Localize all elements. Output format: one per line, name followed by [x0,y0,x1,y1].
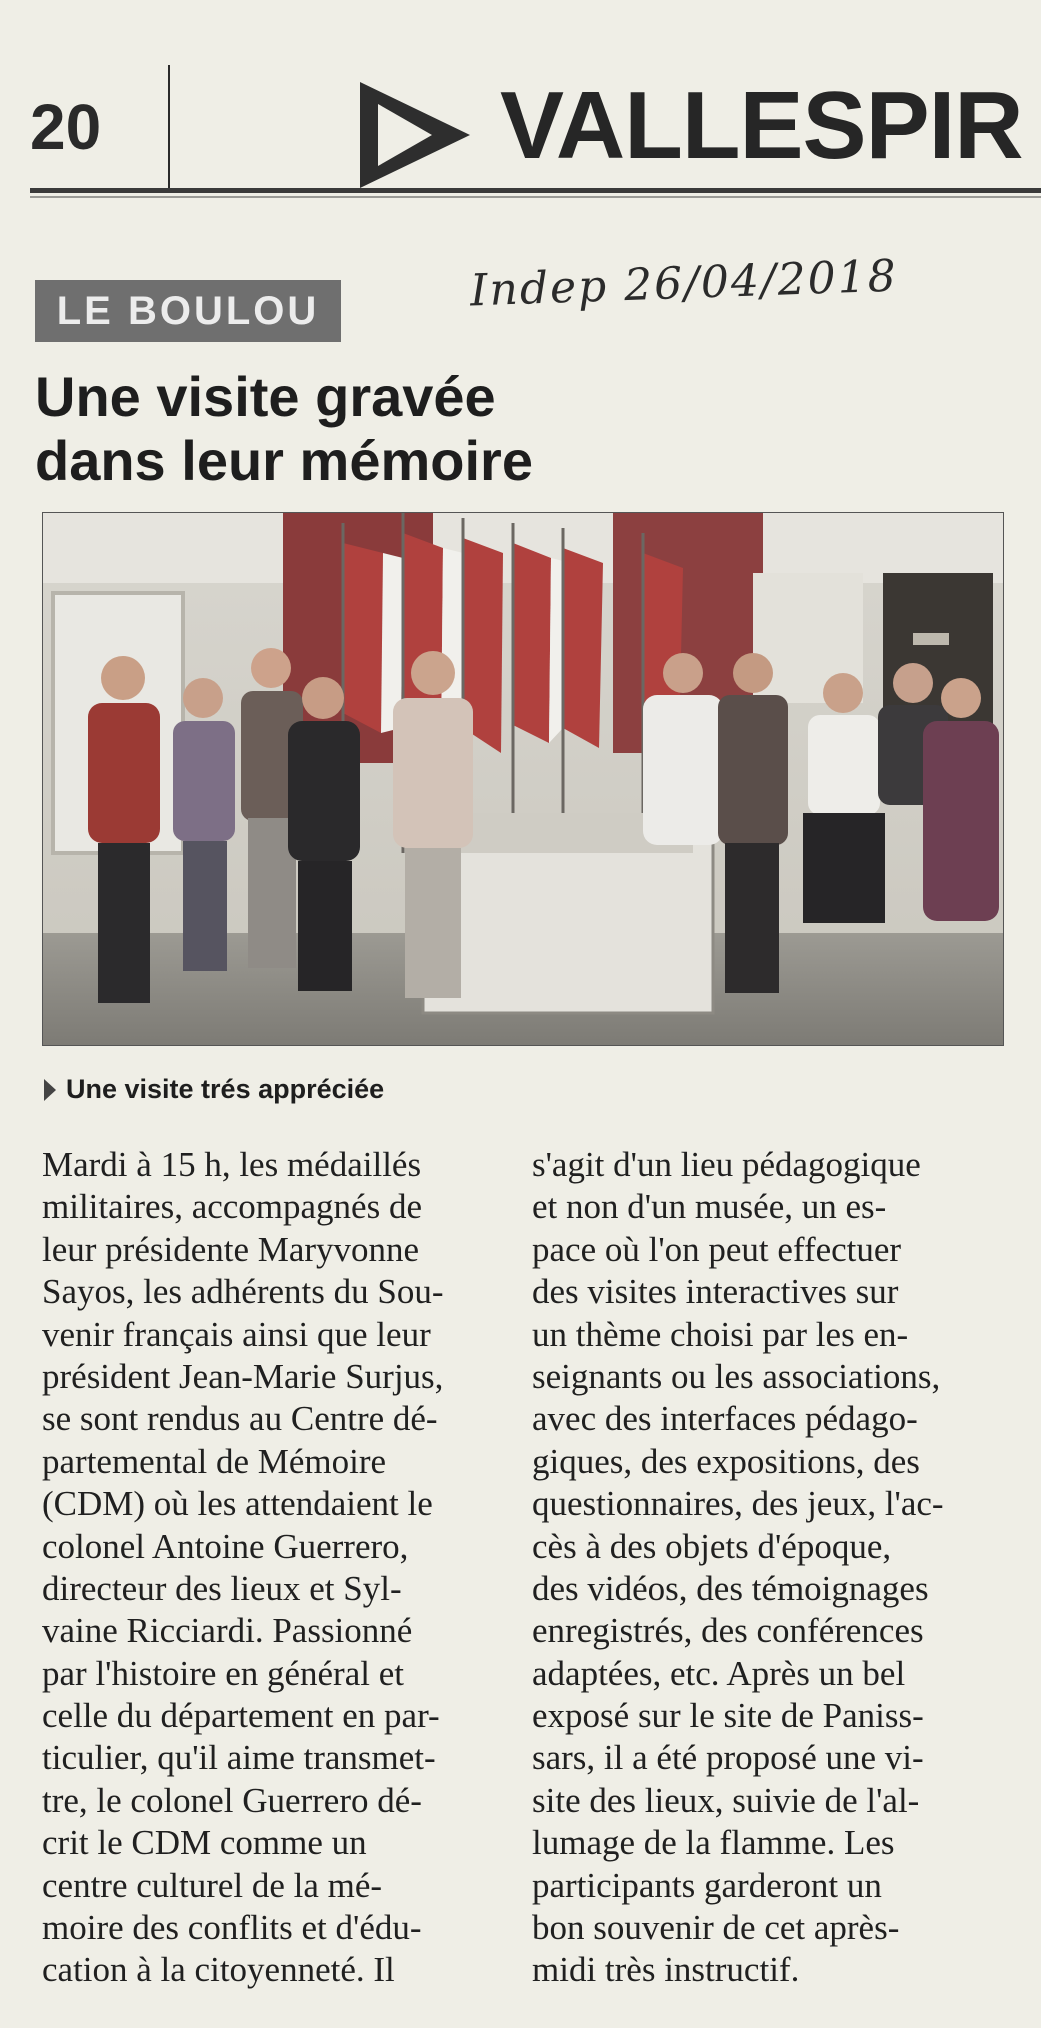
handwritten-annotation: Indep 26/04/2018 [469,250,899,317]
article-column-right [532,1144,1012,1992]
article-text-line: celle du département en par- [42,1696,440,1736]
article-text-line: un thème choisi par les en- [532,1314,909,1354]
article-text-line: enregistrés, des conférences [532,1611,924,1651]
article-text-line: Sayos, les adhérents du Sou- [42,1272,444,1312]
article-text-line: leur présidente Maryvonne [42,1229,420,1269]
article-text-line: Mardi à 15 h, les médaillés [42,1145,422,1184]
article-text-line: militaires, accompagnés de [42,1187,422,1227]
article-text-line: exposé sur le site de Paniss- [532,1696,924,1736]
headline-line: Une visite gravée [35,365,496,428]
article-text-line: sars, il a été proposé une vi- [532,1738,924,1778]
article-text-line: moire des conflits et d'édu- [42,1908,422,1948]
article-text-line: lumage de la flamme. Les [532,1823,895,1863]
article-text-line: des visites interactives sur [532,1272,899,1312]
article-text-line: partemental de Mémoire [42,1441,387,1481]
article-text-line: site des lieux, suivie de l'al- [532,1780,920,1820]
headline-line: dans leur mémoire [35,429,533,492]
article-text-line: giques, des expositions, des [532,1441,920,1481]
caption-marker-icon [44,1079,56,1101]
article-text-line: avec des interfaces pédago- [532,1399,918,1439]
photo-caption [44,1074,384,1105]
article-photo [42,512,1004,1046]
section-arrow-icon [360,82,470,188]
kicker-label: LE BOULOU [35,280,341,342]
article-text-line: directeur des lieux et Syl- [42,1568,402,1608]
article-text-line: colonel Antoine Guerrero, [42,1526,409,1566]
article-text-line: vaine Ricciardi. Passionné [42,1611,413,1651]
article-text-line: et non d'un musée, un es- [532,1187,887,1227]
masthead-rule-thin [30,196,1041,198]
article-column-left [42,1144,512,1992]
article-text-line: midi très instructif. [532,1950,800,1990]
article-text-line: participants garderont un [532,1865,882,1905]
article-text-line: par l'histoire en général et [42,1653,404,1693]
article-text-line: se sont rendus au Centre dé- [42,1399,438,1439]
article-text-line: (CDM) où les attendaient le [42,1484,433,1524]
article-text-line: seignants ou les associations, [532,1356,941,1396]
section-title: VALLESPIR [500,72,1023,179]
masthead-rule [30,188,1041,193]
group-photo-illustration [43,513,1003,1045]
article-text-line: bon souvenir de cet après- [532,1908,900,1948]
caption-text: Une visite trés appréciée [66,1074,385,1104]
article-text-line: des vidéos, des témoignages [532,1568,929,1608]
article-text-line: cès à des objets d'époque, [532,1526,892,1566]
article-text-line: ticulier, qu'il aime transmet- [42,1738,436,1778]
article-text-line: centre culturel de la mé- [42,1865,383,1905]
article-text-line: venir français ainsi que leur [42,1314,431,1354]
page-number: 20 [30,91,102,163]
article-text-line: pace où l'on peut effectuer [532,1229,902,1269]
article-text-line: président Jean-Marie Surjus, [42,1356,444,1396]
article-text-line: adaptées, etc. Après un bel [532,1653,906,1693]
masthead-divider [168,65,170,190]
headline [35,365,735,493]
article-text-line: s'agit d'un lieu pédagogique [532,1145,921,1184]
article-text-line: crit le CDM comme un [42,1823,367,1863]
article-text-line: questionnaires, des jeux, l'ac- [532,1484,944,1524]
article-text-line: tre, le colonel Guerrero dé- [42,1780,422,1820]
article-text-line: cation à la citoyenneté. Il [42,1950,395,1990]
